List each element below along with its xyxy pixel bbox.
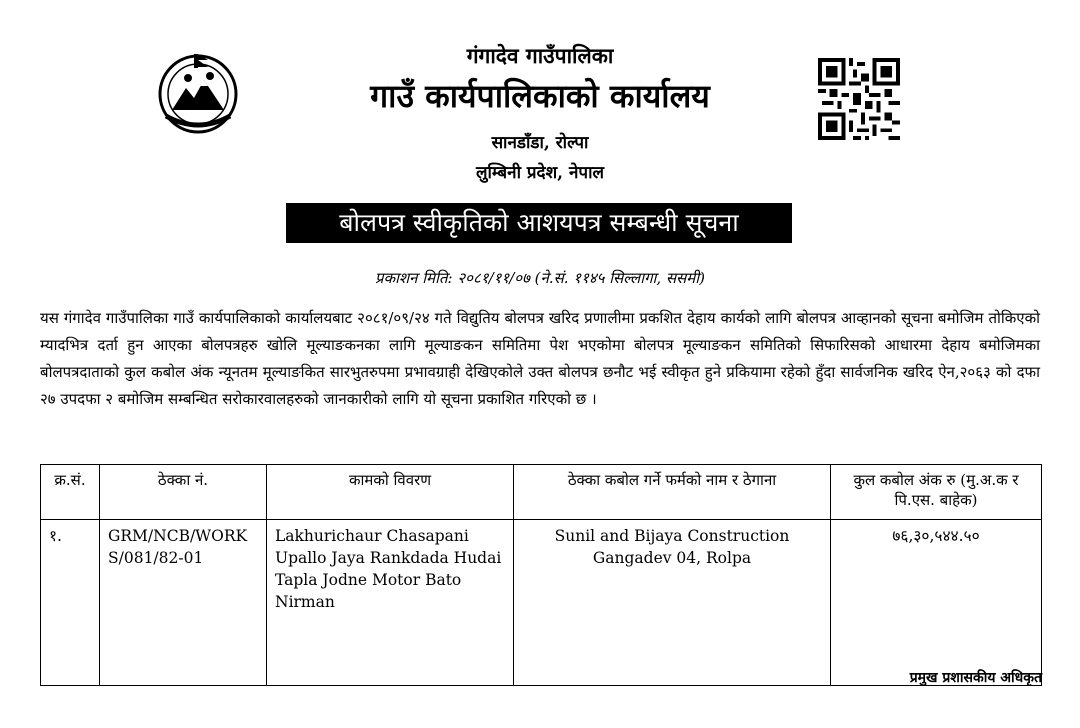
table-row: [41, 520, 1042, 686]
col-header-firm: ठेक्का कबोल गर्ने फर्मको नाम र ठेगाना: [514, 465, 831, 520]
publication-date: प्रकाशन मिति: २०८१/११/०७ (ने.सं. ११४५ सिल्लागा, ससमी): [375, 269, 705, 287]
col-header-amount: कुल कबोल अंक रु (मु.अ.क र पि.एस. बाहेक): [831, 465, 1042, 520]
cell-amount: ७६,३०,५४४.५०: [831, 520, 1042, 686]
cell-firm: [514, 520, 831, 686]
col-header-sn: क्र.सं.: [41, 465, 100, 520]
bid-table: [40, 464, 1042, 686]
cell-description: Lakhurichaur Chasapani Upallo Jaya Rankdada Hudai Tapla Jodne Motor Bato Nirman: [267, 520, 514, 686]
municipality-name: गंगादेव गाउँपालिका: [466, 43, 614, 68]
signoff-title: प्रमुख प्रशासकीय अधिकृत: [909, 670, 1042, 686]
firm-address: Gangadev 04, Rolpa: [592, 549, 752, 567]
table-header-row: [41, 465, 1042, 520]
office-province: लुम्बिनी प्रदेश, नेपाल: [475, 163, 605, 183]
firm-name: Sunil and Bijaya Construction: [554, 527, 790, 545]
office-location: सानडाँडा, रोल्पा: [491, 133, 589, 153]
notice-title: बोलपत्र स्वीकृतिको आशयपत्र सम्बन्धी सूचना: [286, 203, 792, 243]
notice-body: यस गंगादेव गाउँपालिका गाउँ कार्यपालिकाको कार्यालयबाट २०८१/०९/२४ गते विद्युतिय बोलपत्र खरिद प्रणालीमा प्रकशित देहाय कार्यको लागि बोलपत्र आव्हानको सूचना बमोजिम तोकिएको म्यादभित्र दर्ता हुन आएका बोलपत्रहरु खोलि मूल्याङकनका लागि मूल्याङकन समितिमा पेश भएकोमा बोलपत्र मूल्याङकन समितिको सिफारिसको आधारमा देहाय बमोजिमका बोलपत्रदाताको कुल कबोल अंक न्यूनतम मूल्याङकित सारभुतरुपमा प्रभावग्राही देखिएकोले उक्त बोलपत्र छनौट भई स्वीकृत हुने प्रकियामा रहेको हुँदा सार्वजनिक खरिद ऐन,२०६३ को दफा २७ उपदफा २ बमोजिम सम्बन्धित सरोकारवालहरुको जानकारीको लागि यो सूचना प्रकाशित गरिएको छ ।: [40, 309, 1040, 408]
col-header-description: कामको विवरण: [267, 465, 514, 520]
cell-contract-no: GRM/NCB/WORKS/081/82-01: [100, 520, 267, 686]
office-name: गाउँ कार्यपालिकाको कार्यालय: [370, 77, 710, 115]
col-header-contract-no: ठेक्का नं.: [100, 465, 267, 520]
cell-sn: १.: [41, 520, 100, 686]
